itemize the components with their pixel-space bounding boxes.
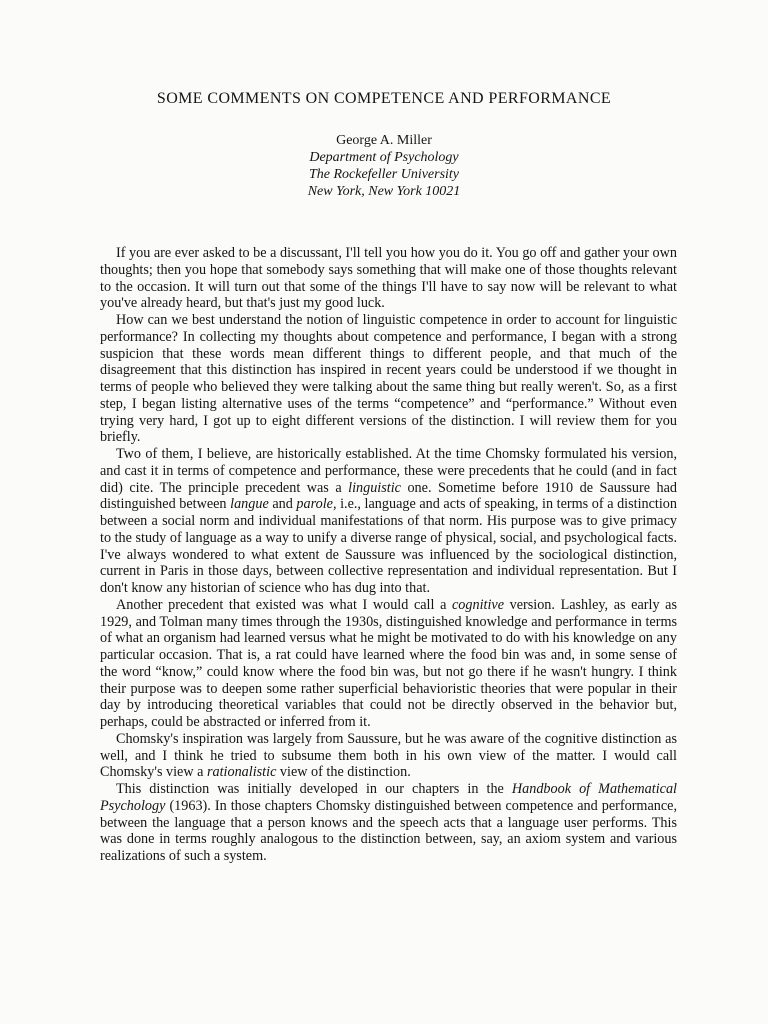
italic-text: Handbook of Mathematical Psychology	[100, 781, 677, 814]
text-run: This distinction was initially developed in our chapters in the	[116, 781, 512, 797]
author-name: George A. Miller	[336, 133, 432, 148]
paragraph	[100, 245, 677, 312]
italic-text: langue	[230, 496, 269, 513]
text-run: view of the distinction.	[276, 764, 411, 781]
text-run: If you are ever asked to be a discussant, I'll tell you how you do it. You go off and gather your own thoughts; then you hope that somebody says something that will make one of those thoughts relevant to the occasion. It will turn out that some of the things I'll have to say now will be relevant to what you've already heard, but that's just my good luck.	[100, 245, 677, 312]
italic-text: linguistic	[348, 479, 401, 496]
author-block	[0, 132, 768, 200]
text-run: and	[268, 496, 297, 513]
text-run: (1963). In those chapters Chomsky distinguished between competence and performance, between the language that a person knows and the speech acts that a language user performs. This was done in terms roughly analogous to the distinction between, say, an axiom system and various realizations of such a system.	[100, 797, 677, 864]
paper-title: SOME COMMENTS ON COMPETENCE AND PERFORMANCE	[156, 90, 612, 107]
paragraph	[100, 781, 677, 865]
author-department: Department of Psychology	[309, 150, 459, 165]
body-text	[100, 245, 677, 865]
paragraph	[100, 597, 677, 731]
paragraph	[100, 312, 677, 446]
paragraph	[100, 731, 677, 781]
text-run: one. Sometime before 1910 de Saussure had distinguished between	[100, 479, 677, 513]
text-run: Another precedent that existed was what I would call a	[116, 596, 452, 613]
text-run: version. Lashley, as early as 1929, and Tolman many times through the 1930s, distinguished knowledge and performance in terms of what an organism had learned versus what he might be motivated to do with his knowledge on any particular occasion. That is, a rat could have learned where the food bin was and, in some sense of the word “know,” could know where the food bin was, but not go there if he wasn't hungry. I think their purpose was to deepen some rather superficial behavioristic theories that were popular in their day by introducing theoretical variables that could not be directly observed in the behavior but, perhaps, could be abstracted or inferred from it.	[100, 596, 677, 730]
text-run: How can we best understand the notion of linguistic competence in order to account for linguistic performance? In collecting my thoughts about competence and performance, I began with a strong suspicion that these words mean different things to different people, and that much of the disagreement that this distinction has inspired in recent years could be understood if we thought in terms of people who believed they were talking about the same thing but really weren't. So, as a first step, I began listing alternative uses of the terms “competence” and “performance.” Without even trying very hard, I got up to eight different versions of the distinction. I will review them for you briefly.	[100, 312, 677, 446]
italic-text: rationalistic	[207, 764, 277, 781]
text-run: , i.e., language and acts of speaking, in terms of a distinction between a social norm and individual manifestations of that norm. His purpose was to give primacy to the study of language as a way to unify a diverse range of physical, social, and psychological facts. I've always wondered to what extent de Saussure was influenced by the sociological distinction, current in Paris in those days, between collective representation and individual representation. But I don't know any historian of science who has dug into that.	[100, 496, 677, 596]
text-run: Two of them, I believe, are historically established. At the time Chomsky formulated his version, and cast it in terms of competence and performance, these were precedents that he could (and in fact did) cite. The principle precedent was a	[100, 446, 677, 496]
italic-text: cognitive	[452, 596, 504, 613]
author-city: New York, New York 10021	[307, 184, 461, 199]
italic-text: parole	[296, 496, 333, 513]
author-university: The Rockefeller University	[308, 167, 460, 182]
text-run: Chomsky's inspiration was largely from Saussure, but he was aware of the cognitive distinction as well, and I think he tried to subsume them both in his own view of the matter. I would call Chomsky's view a	[100, 730, 677, 781]
paragraph	[100, 446, 677, 597]
